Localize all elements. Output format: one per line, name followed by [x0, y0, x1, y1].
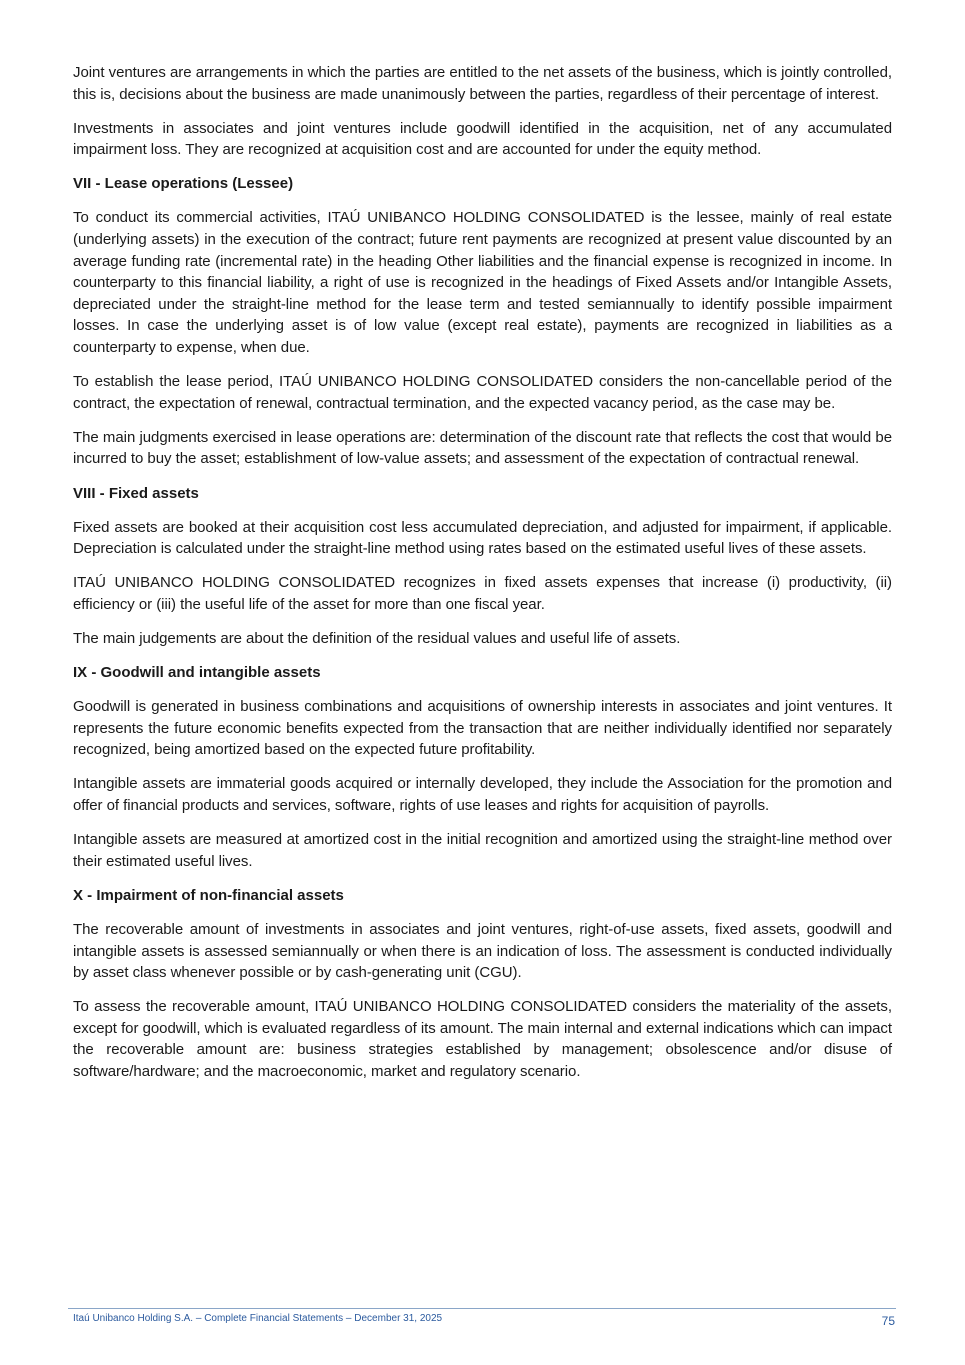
joint-ventures-paragraph: Joint ventures are arrangements in which the parties are entitled to the net assets of the business, which is jointly controlled, this is, decisions about the business are made unanimously between the parties, regardless of their percentage of interest. — [73, 64, 892, 103]
fixed-assets-expenses-paragraph: ITAÚ UNIBANCO HOLDING CONSOLIDATED recognizes in fixed assets expenses that increase (i) productivity, (ii) efficiency or (iii) the useful life of the asset for more than one fiscal year. — [73, 574, 892, 613]
intangible-assets-measurement-paragraph: Intangible assets are measured at amortized cost in the initial recognition and amortized using the straight-line method over their estimated useful lives. — [73, 831, 892, 870]
intangible-assets-definition-paragraph: Intangible assets are immaterial goods acquired or internally developed, they include the Association for the promotion and offer of financial products and services, software, rights of use leases and rights for acquisition of payrolls. — [73, 775, 892, 815]
page-number: 75 — [881, 1314, 895, 1328]
lease-judgments-paragraph: The main judgments exercised in lease operations are: determination of the discount rate that reflects the cost that would be incurred to buy the asset; establishment of low-value assets; and assessment of the expectation of contractual renewal. — [73, 428, 892, 468]
recoverable-amount-paragraph: The recoverable amount of investments in associates and joint ventures, right-of-use assets, fixed assets, goodwill and intangible assets is assessed semiannually or when there is an indication of loss. The assessment is conducted individually by asset class whenever possible or by cash-generating unit (CGU). — [73, 920, 892, 982]
section-heading-fixed-assets: VIII - Fixed assets — [73, 484, 199, 502]
section-heading-impairment: X - Impairment of non-financial assets — [73, 886, 344, 904]
goodwill-paragraph: Goodwill is generated in business combinations and acquisitions of ownership interests in associates and joint ventures. It represents the future economic benefits expected from the transaction that are neither individually identified nor separately recognized, being amortized based on the expected future profitability. — [73, 698, 892, 759]
lease-operations-paragraph: To conduct its commercial activities, ITAÚ UNIBANCO HOLDING CONSOLIDATED is the lessee, mainly of real estate (underlying assets) in the execution of the contract; future rent payments are recognized at present value discounted by an average funding rate (incremental rate) in the heading Other liabilities and the financial expense is recognized in income. In counterparty to this financial liability, a right of use is recognized in the headings of Fixed Assets and/or Intangible Assets, depreciated under the straight-line method for the lease term and tested semiannually to identify possible impairment losses. In case the underlying asset is of low value (except real estate), payments are recognized in liabilities as a counterparty to expense, when due. — [73, 209, 892, 357]
footer-text: Itaú Unibanco Holding S.A. – Complete Financial Statements – December 31, 2025 — [73, 1313, 443, 1324]
fixed-assets-judgements-paragraph: The main judgements are about the definition of the residual values and useful life of assets. — [73, 629, 681, 647]
footer-divider — [68, 1308, 896, 1309]
lease-period-paragraph: To establish the lease period, ITAÚ UNIBANCO HOLDING CONSOLIDATED considers the non-cancellable period of the contract, the expectation of renewal, contractual termination, and the expected vacancy period, as the case may be. — [73, 373, 892, 412]
section-heading-lease-operations: VII - Lease operations (Lessee) — [73, 175, 294, 193]
recoverable-amount-assessment-paragraph: To assess the recoverable amount, ITAÚ UNIBANCO HOLDING CONSOLIDATED considers the materiality of the assets, except for goodwill, which is evaluated regardless of its amount. The main internal and external indications which can impact the recoverable amount are: business strategies established by management; obsolescence and/or disuse of software/hardware; and the macroeconomic, market and regulatory scenario. — [73, 998, 892, 1080]
document-body — [73, 62, 892, 1095]
associates-goodwill-paragraph: Investments in associates and joint ventures include goodwill identified in the acquisition, net of any accumulated impairment loss. They are recognized at acquisition cost and are accounted for under the equity method. — [73, 119, 892, 159]
fixed-assets-paragraph: Fixed assets are booked at their acquisition cost less accumulated depreciation, and adjusted for impairment, if applicable. Depreciation is calculated under the straight-line method using rates based on the estimated useful lives of these assets. — [73, 518, 892, 558]
section-heading-goodwill-intangible: IX - Goodwill and intangible assets — [73, 664, 321, 682]
